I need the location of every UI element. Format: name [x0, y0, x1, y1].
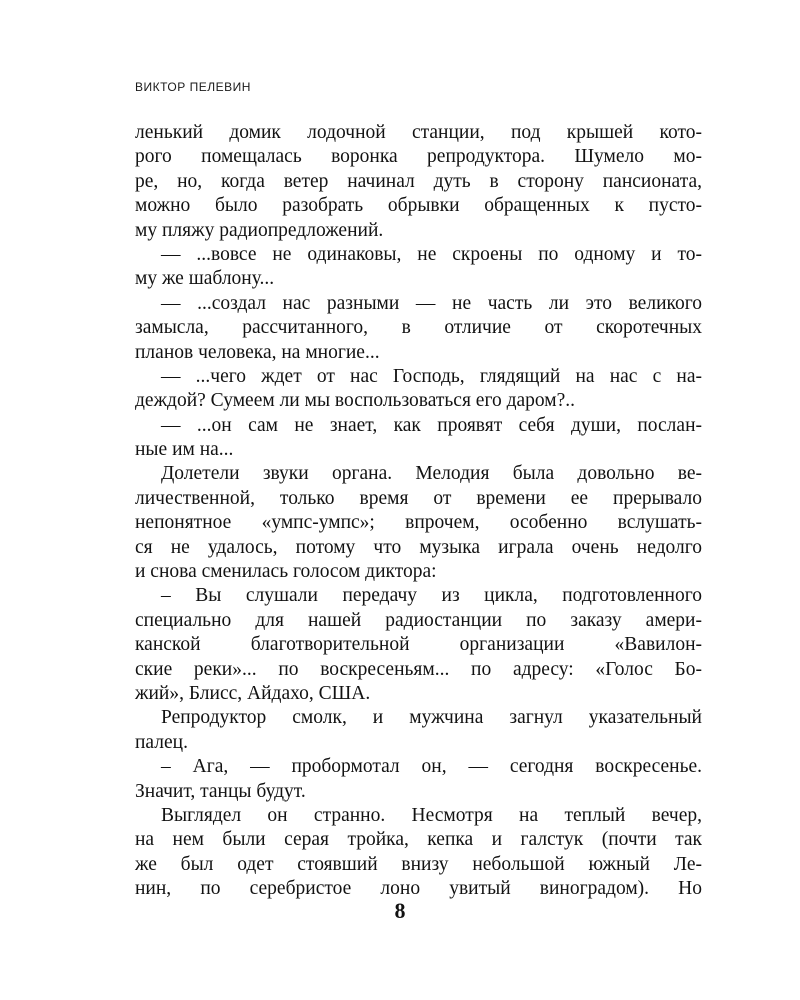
text-line: Долетели звуки органа. Мелодия была довольно ве- — [161, 463, 702, 485]
text-line: канской благотворительной организации «Вавилон- — [135, 634, 702, 656]
text-line: непонятное «умпс-умпс»; впрочем, особенно вслушать- — [135, 512, 702, 534]
text-line: и снова сменилась голосом диктора: — [135, 561, 437, 583]
text-line: — ...чего ждет от нас Господь, глядящий на нас с на- — [161, 365, 702, 387]
text-line: же был одет стоявший внизу небольшой южный Ле- — [135, 853, 702, 875]
text-line: Выглядел он странно. Несмотря на теплый вечер, — [161, 804, 702, 826]
text-line: Репродуктор смолк, и мужчина загнул указательный — [161, 707, 702, 729]
text-line: – Вы слушали передачу из цикла, подготовленного — [161, 585, 702, 607]
text-line: рого помещалась воронка репродуктора. Шумело мо- — [135, 146, 702, 168]
text-line: ся не удалось, потому что музыка играла очень недолго — [135, 536, 702, 558]
text-line: – Ага, — пробормотал он, — сегодня воскресенье. — [161, 756, 702, 778]
text-line: му же шаблону... — [135, 268, 275, 290]
text-line: на нем были серая тройка, кепка и галстук (почти так — [135, 829, 702, 851]
text-line: планов человека, на многие... — [135, 341, 380, 363]
text-line: деждой? Сумеем ли мы воспользоваться его даром?.. — [135, 390, 576, 412]
text-line: му пляжу радиопредложений. — [135, 219, 384, 241]
text-line: ские реки»... по воскресеньям... по адресу: «Голос Бо- — [135, 658, 702, 680]
text-line: личественной, только время от времени ее прерывало — [135, 487, 702, 509]
running-head: ВИКТОР ПЕЛЕВИН — [135, 80, 251, 94]
text-line: ленький домик лодочной станции, под крышей кото- — [135, 122, 702, 143]
text-line: — ...он сам не знает, как проявят себя души, послан- — [161, 414, 702, 436]
text-line: Значит, танцы будут. — [135, 780, 306, 802]
text-line: специально для нашей радиостанции по заказу амери- — [135, 609, 702, 631]
text-line: нин, по серебристое лоно увитый виноградом). Но — [135, 878, 702, 900]
text-line: — ...вовсе не одинаковы, не скроены по одному и то- — [161, 243, 702, 265]
text-line: — ...создал нас разными — не часть ли это великого — [161, 292, 702, 314]
page-number: 8 — [394, 898, 406, 923]
text-line: замысла, рассчитанного, в отличие от скоротечных — [135, 317, 702, 339]
text-line: ные им на... — [135, 439, 234, 461]
text-line: жий», Блисс, Айдахо, США. — [135, 682, 371, 704]
text-line: ре, но, когда ветер начинал дуть в сторону пансионата, — [135, 170, 702, 192]
body-text — [135, 121, 702, 902]
text-line: можно было разобрать обрывки обращенных к пусто- — [135, 195, 702, 217]
text-line: палец. — [135, 731, 188, 753]
